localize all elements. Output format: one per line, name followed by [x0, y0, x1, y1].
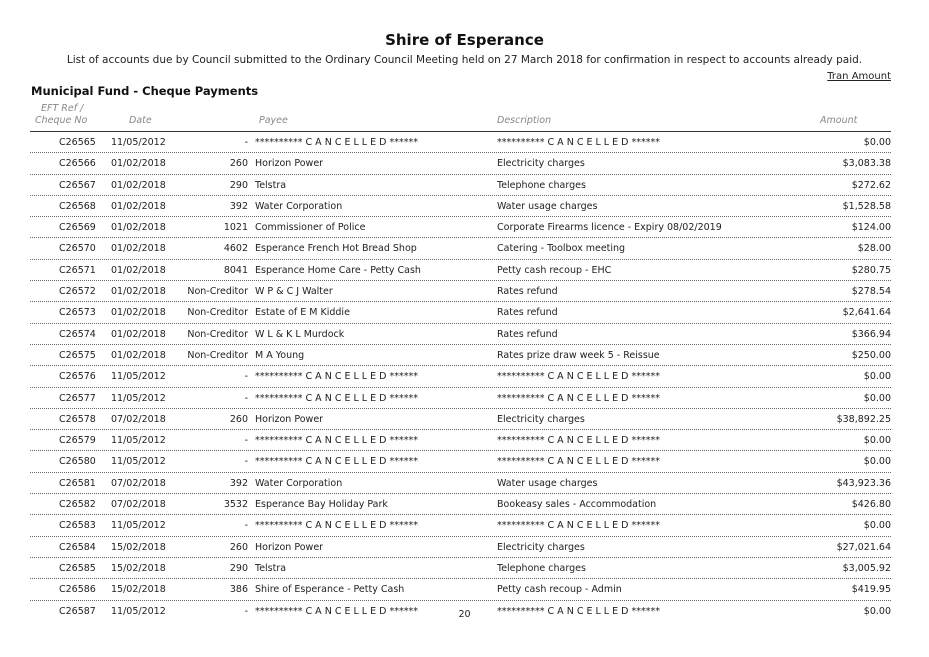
- amount-cell: $0.00: [863, 392, 891, 404]
- description-cell: ********** C A N C E L L E D ******: [497, 520, 660, 532]
- cheque-no-cell: C26576: [59, 371, 96, 383]
- date-cell: 11/05/2012: [111, 435, 166, 447]
- date-cell: 11/05/2012: [111, 456, 166, 468]
- amount-cell: $38,892.25: [836, 413, 891, 425]
- creditor-cell: 260: [229, 413, 248, 425]
- description-cell: Corporate Firearms licence - Expiry 08/02/2019: [497, 222, 722, 234]
- table-row: [30, 494, 891, 515]
- amount-cell: $3,083.38: [842, 158, 891, 170]
- payee-cell: ********** C A N C E L L E D ******: [255, 520, 418, 532]
- tran-amount-label: Tran Amount: [827, 71, 891, 82]
- creditor-cell: 1021: [223, 222, 248, 234]
- amount-cell: $2,641.64: [842, 307, 891, 319]
- amount-cell: $43,923.36: [836, 477, 891, 489]
- payee-cell: Horizon Power: [255, 413, 324, 425]
- description-cell: ********** C A N C E L L E D ******: [497, 371, 660, 383]
- payee-cell: Esperance Bay Holiday Park: [255, 499, 388, 511]
- date-cell: 01/02/2018: [111, 286, 166, 298]
- amount-cell: $3,005.92: [842, 562, 891, 574]
- amount-cell: $1,528.58: [842, 200, 891, 212]
- description-cell: Rates prize draw week 5 - Reissue: [497, 349, 660, 361]
- date-cell: 01/02/2018: [111, 179, 166, 191]
- amount-cell: $419.95: [851, 584, 891, 596]
- amount-cell: $0.00: [863, 605, 891, 617]
- date-cell: 11/05/2012: [111, 392, 166, 404]
- payee-cell: ********** C A N C E L L E D ******: [255, 371, 418, 383]
- payee-cell: Water Corporation: [255, 477, 343, 489]
- description-cell: Water usage charges: [497, 477, 598, 489]
- description-cell: Water usage charges: [497, 200, 598, 212]
- creditor-cell: 8041: [223, 264, 248, 276]
- date-cell: 07/02/2018: [111, 499, 166, 511]
- table-row: [30, 473, 891, 494]
- payee-cell: Horizon Power: [255, 541, 324, 553]
- cheque-no-cell: C26568: [59, 200, 96, 212]
- creditor-cell: 290: [229, 562, 248, 574]
- date-cell: 15/02/2018: [111, 584, 166, 596]
- cheque-no-cell: C26569: [59, 222, 96, 234]
- creditor-cell: -: [244, 605, 248, 617]
- amount-cell: $0.00: [863, 371, 891, 383]
- creditor-cell: -: [244, 520, 248, 532]
- page-number: 20: [458, 609, 471, 620]
- description-cell: Rates refund: [497, 286, 558, 298]
- header-amount: Amount: [820, 115, 858, 126]
- description-cell: Catering - Toolbox meeting: [497, 243, 626, 255]
- amount-cell: $0.00: [863, 456, 891, 468]
- cheque-no-cell: C26584: [59, 541, 96, 553]
- date-cell: 01/02/2018: [111, 222, 166, 234]
- payee-cell: Horizon Power: [255, 158, 324, 170]
- date-cell: 01/02/2018: [111, 200, 166, 212]
- table-row: [30, 324, 891, 345]
- amount-cell: $0.00: [863, 137, 891, 148]
- creditor-cell: -: [244, 456, 248, 468]
- table-row: [30, 409, 891, 430]
- description-cell: Telephone charges: [497, 562, 586, 574]
- amount-cell: $278.54: [851, 286, 891, 298]
- cheque-no-cell: C26578: [59, 413, 96, 425]
- date-cell: 07/02/2018: [111, 413, 166, 425]
- creditor-cell: Non-Creditor: [187, 349, 248, 361]
- document-subtitle: List of accounts due by Council submitted to the Ordinary Council Meeting held on 27 March 2018 for confirmation in respect to accounts already paid.: [66, 54, 863, 66]
- payee-cell: W P & C J Walter: [255, 286, 333, 298]
- payee-cell: ********** C A N C E L L E D ******: [255, 605, 418, 617]
- amount-cell: $0.00: [863, 435, 891, 447]
- creditor-cell: Non-Creditor: [187, 307, 248, 319]
- cheque-no-cell: C26566: [59, 158, 96, 170]
- creditor-cell: 260: [229, 541, 248, 553]
- creditor-cell: -: [244, 371, 248, 383]
- cheque-no-cell: C26586: [59, 584, 96, 596]
- description-cell: ********** C A N C E L L E D ******: [497, 456, 660, 468]
- table-row: [30, 132, 891, 153]
- cheque-no-cell: C26579: [59, 435, 96, 447]
- creditor-cell: -: [244, 435, 248, 447]
- date-cell: 15/02/2018: [111, 541, 166, 553]
- description-cell: Telephone charges: [497, 179, 586, 191]
- table-row: [30, 175, 891, 196]
- header-cheque-no: Cheque No: [35, 115, 88, 126]
- amount-cell: $426.80: [851, 499, 891, 511]
- payee-cell: Shire of Esperance - Petty Cash: [255, 584, 405, 596]
- amount-cell: $27,021.64: [836, 541, 891, 553]
- cheque-no-cell: C26575: [59, 349, 96, 361]
- amount-cell: $250.00: [851, 349, 891, 361]
- document-title: Shire of Esperance: [385, 31, 544, 49]
- date-cell: 01/02/2018: [111, 328, 166, 340]
- payments-table: [30, 132, 891, 621]
- description-cell: ********** C A N C E L L E D ******: [497, 435, 660, 447]
- date-cell: 11/05/2012: [111, 605, 166, 617]
- section-title: Municipal Fund - Cheque Payments: [31, 84, 259, 98]
- date-cell: 01/02/2018: [111, 243, 166, 255]
- cheque-no-cell: C26587: [59, 605, 96, 617]
- amount-cell: $366.94: [851, 328, 891, 340]
- description-cell: ********** C A N C E L L E D ******: [497, 137, 660, 148]
- date-cell: 11/05/2012: [111, 520, 166, 532]
- payee-cell: W L & K L Murdock: [255, 328, 345, 340]
- creditor-cell: 290: [229, 179, 248, 191]
- description-cell: Bookeasy sales - Accommodation: [497, 499, 657, 511]
- description-cell: Rates refund: [497, 307, 558, 319]
- description-cell: Rates refund: [497, 328, 558, 340]
- cheque-no-cell: C26580: [59, 456, 96, 468]
- table-row: [30, 537, 891, 558]
- cheque-no-cell: C26571: [59, 264, 96, 276]
- cheque-no-cell: C26574: [59, 328, 96, 340]
- table-row: [30, 558, 891, 579]
- amount-cell: $280.75: [851, 264, 891, 276]
- table-row: [30, 217, 891, 238]
- creditor-cell: 4602: [223, 243, 248, 255]
- table-row: [30, 153, 891, 174]
- creditor-cell: Non-Creditor: [187, 286, 248, 298]
- creditor-cell: Non-Creditor: [187, 328, 248, 340]
- payee-cell: Esperance Home Care - Petty Cash: [255, 264, 421, 276]
- date-cell: 01/02/2018: [111, 349, 166, 361]
- description-cell: ********** C A N C E L L E D ******: [497, 605, 660, 617]
- creditor-cell: -: [244, 137, 248, 148]
- date-cell: 07/02/2018: [111, 477, 166, 489]
- table-row: [30, 515, 891, 536]
- payee-cell: ********** C A N C E L L E D ******: [255, 392, 418, 404]
- amount-cell: $0.00: [863, 520, 891, 532]
- payee-cell: Telstra: [255, 562, 287, 574]
- table-row: [30, 238, 891, 259]
- table-row: [30, 430, 891, 451]
- table-row: [30, 281, 891, 302]
- cheque-no-cell: C26582: [59, 499, 96, 511]
- date-cell: 15/02/2018: [111, 562, 166, 574]
- date-cell: 01/02/2018: [111, 307, 166, 319]
- table-row: [30, 366, 891, 387]
- date-cell: 01/02/2018: [111, 264, 166, 276]
- description-cell: Electricity charges: [497, 158, 585, 170]
- payee-cell: Esperance French Hot Bread Shop: [255, 243, 417, 255]
- amount-cell: $28.00: [857, 243, 891, 255]
- payee-cell: M A Young: [255, 349, 305, 361]
- description-cell: Petty cash recoup - Admin: [497, 584, 622, 596]
- payee-cell: Commissioner of Police: [255, 222, 366, 234]
- creditor-cell: 260: [229, 158, 248, 170]
- description-cell: Electricity charges: [497, 413, 585, 425]
- creditor-cell: 3532: [223, 499, 248, 511]
- header-payee: Payee: [259, 115, 288, 126]
- cheque-no-cell: C26581: [59, 477, 96, 489]
- cheque-no-cell: C26573: [59, 307, 96, 319]
- cheque-no-cell: C26565: [59, 137, 96, 148]
- date-cell: 11/05/2012: [111, 137, 166, 148]
- header-description: Description: [497, 115, 552, 126]
- date-cell: 11/05/2012: [111, 371, 166, 383]
- amount-cell: $124.00: [851, 222, 891, 234]
- creditor-cell: 386: [229, 584, 248, 596]
- table-row: [30, 196, 891, 217]
- cheque-no-cell: C26577: [59, 392, 96, 404]
- table-row: [30, 388, 891, 409]
- creditor-cell: 392: [229, 477, 248, 489]
- cheque-no-cell: C26567: [59, 179, 96, 191]
- payee-cell: Water Corporation: [255, 200, 343, 212]
- table-row: [30, 260, 891, 281]
- cheque-no-cell: C26570: [59, 243, 96, 255]
- payee-cell: ********** C A N C E L L E D ******: [255, 435, 418, 447]
- payee-cell: ********** C A N C E L L E D ******: [255, 137, 418, 148]
- header-date: Date: [129, 115, 152, 126]
- creditor-cell: 392: [229, 200, 248, 212]
- cheque-no-cell: C26583: [59, 520, 96, 532]
- date-cell: 01/02/2018: [111, 158, 166, 170]
- description-cell: Petty cash recoup - EHC: [497, 264, 612, 276]
- cheque-no-cell: C26585: [59, 562, 96, 574]
- payee-cell: Estate of E M Kiddie: [255, 307, 350, 319]
- table-row: [30, 345, 891, 366]
- table-row: [30, 451, 891, 472]
- description-cell: Electricity charges: [497, 541, 585, 553]
- payee-cell: Telstra: [255, 179, 287, 191]
- amount-cell: $272.62: [851, 179, 891, 191]
- header-eft-ref: EFT Ref /: [41, 103, 84, 114]
- description-cell: ********** C A N C E L L E D ******: [497, 392, 660, 404]
- creditor-cell: -: [244, 392, 248, 404]
- payee-cell: ********** C A N C E L L E D ******: [255, 456, 418, 468]
- cheque-no-cell: C26572: [59, 286, 96, 298]
- table-row: [30, 302, 891, 323]
- table-row: [30, 579, 891, 600]
